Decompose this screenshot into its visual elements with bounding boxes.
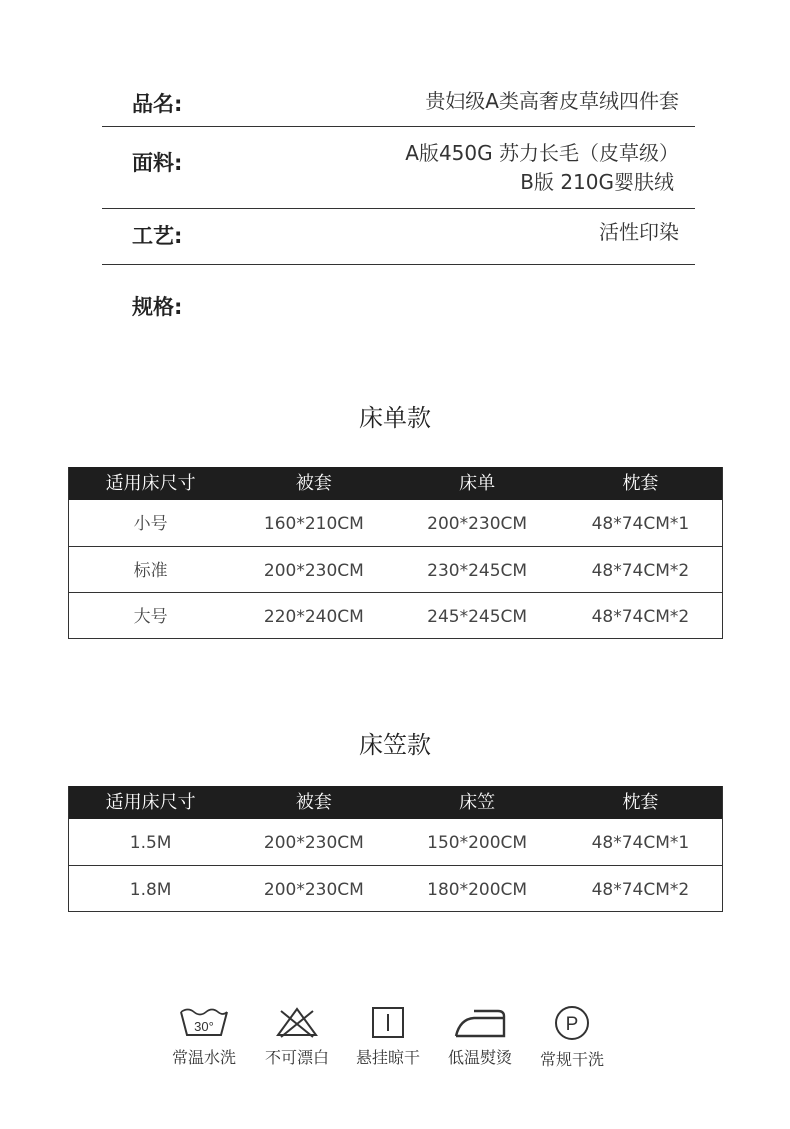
table-cell: 小号: [133, 514, 168, 534]
table-cell: 48*74CM*2: [591, 561, 690, 581]
table-cell: 230*245CM: [427, 561, 528, 581]
care-item-wash: [159, 1005, 249, 1068]
care-item-dry: [343, 1005, 433, 1068]
divider: [102, 208, 695, 209]
name-value: 贵妇级A类高奢皮草绒四件套: [425, 89, 679, 113]
hang-dry-icon: [368, 1005, 408, 1039]
table-cell: 48*74CM*1: [591, 514, 690, 534]
column-header: 枕套: [622, 473, 659, 494]
care-label: 常规干洗: [539, 1050, 604, 1069]
table-cell: 200*230CM: [263, 833, 364, 853]
table-cell: 200*230CM: [263, 561, 364, 581]
table-cell: 标准: [133, 561, 168, 581]
column-header: 被套: [295, 473, 332, 494]
sheet-section-title: 床单款: [359, 404, 431, 432]
table-row: [69, 819, 722, 865]
fabric-value-line2: B版 210G婴肤绒: [520, 170, 674, 194]
table-cell: 160*210CM: [263, 514, 364, 534]
column-header: 床笠: [459, 792, 496, 813]
column-header: 被套: [295, 792, 332, 813]
table-cell: 48*74CM*2: [591, 880, 690, 900]
fitted-section-title: 床笠款: [359, 731, 431, 759]
care-label: 常温水洗: [171, 1048, 236, 1067]
divider: [102, 264, 695, 265]
care-label: 悬挂晾干: [355, 1048, 420, 1067]
no-bleach-icon: [273, 1005, 321, 1039]
table-row: [69, 546, 722, 592]
divider: [102, 126, 695, 127]
table-cell: 220*240CM: [263, 607, 364, 627]
table-cell: 150*200CM: [427, 833, 528, 853]
column-header: 适用床尺寸: [105, 792, 196, 813]
table-cell: 245*245CM: [427, 607, 528, 627]
care-item-iron: [435, 1005, 525, 1068]
wash-30-icon: [178, 1005, 230, 1039]
care-item-dryclean: [527, 1005, 617, 1070]
column-header: 枕套: [622, 792, 659, 813]
table-cell: 1.8M: [129, 880, 172, 900]
table-cell: 48*74CM*2: [591, 607, 690, 627]
table-cell: 200*230CM: [263, 880, 364, 900]
table-cell: 大号: [133, 607, 168, 627]
table-row: [69, 500, 722, 546]
table-header: [69, 786, 722, 819]
table-cell: 48*74CM*1: [591, 833, 690, 853]
fabric-value-line1: A版450G 苏力长毛（皮草级）: [405, 141, 679, 165]
table-header: [69, 467, 722, 500]
column-header: 适用床尺寸: [105, 473, 196, 494]
table-row: [69, 592, 722, 638]
size-label: 规格:: [132, 295, 183, 319]
low-iron-icon: [452, 1005, 508, 1039]
care-label: 低温熨烫: [447, 1048, 512, 1067]
fabric-label: 面料:: [132, 151, 183, 175]
fitted-size-table: [68, 786, 723, 912]
sheet-size-table: [68, 467, 723, 639]
craft-label: 工艺:: [132, 224, 183, 248]
craft-value: 活性印染: [599, 220, 679, 244]
name-label: 品名:: [132, 92, 183, 116]
table-row: [69, 865, 722, 911]
dry-clean-letter: P: [565, 1014, 579, 1035]
dry-clean-icon: [552, 1005, 592, 1041]
table-cell: 180*200CM: [427, 880, 528, 900]
care-item-bleach: [252, 1005, 342, 1068]
table-cell: 200*230CM: [427, 514, 528, 534]
wash-temp: 30°: [194, 1019, 214, 1034]
care-label: 不可漂白: [264, 1048, 329, 1067]
column-header: 床单: [459, 473, 496, 494]
table-cell: 1.5M: [129, 833, 172, 853]
